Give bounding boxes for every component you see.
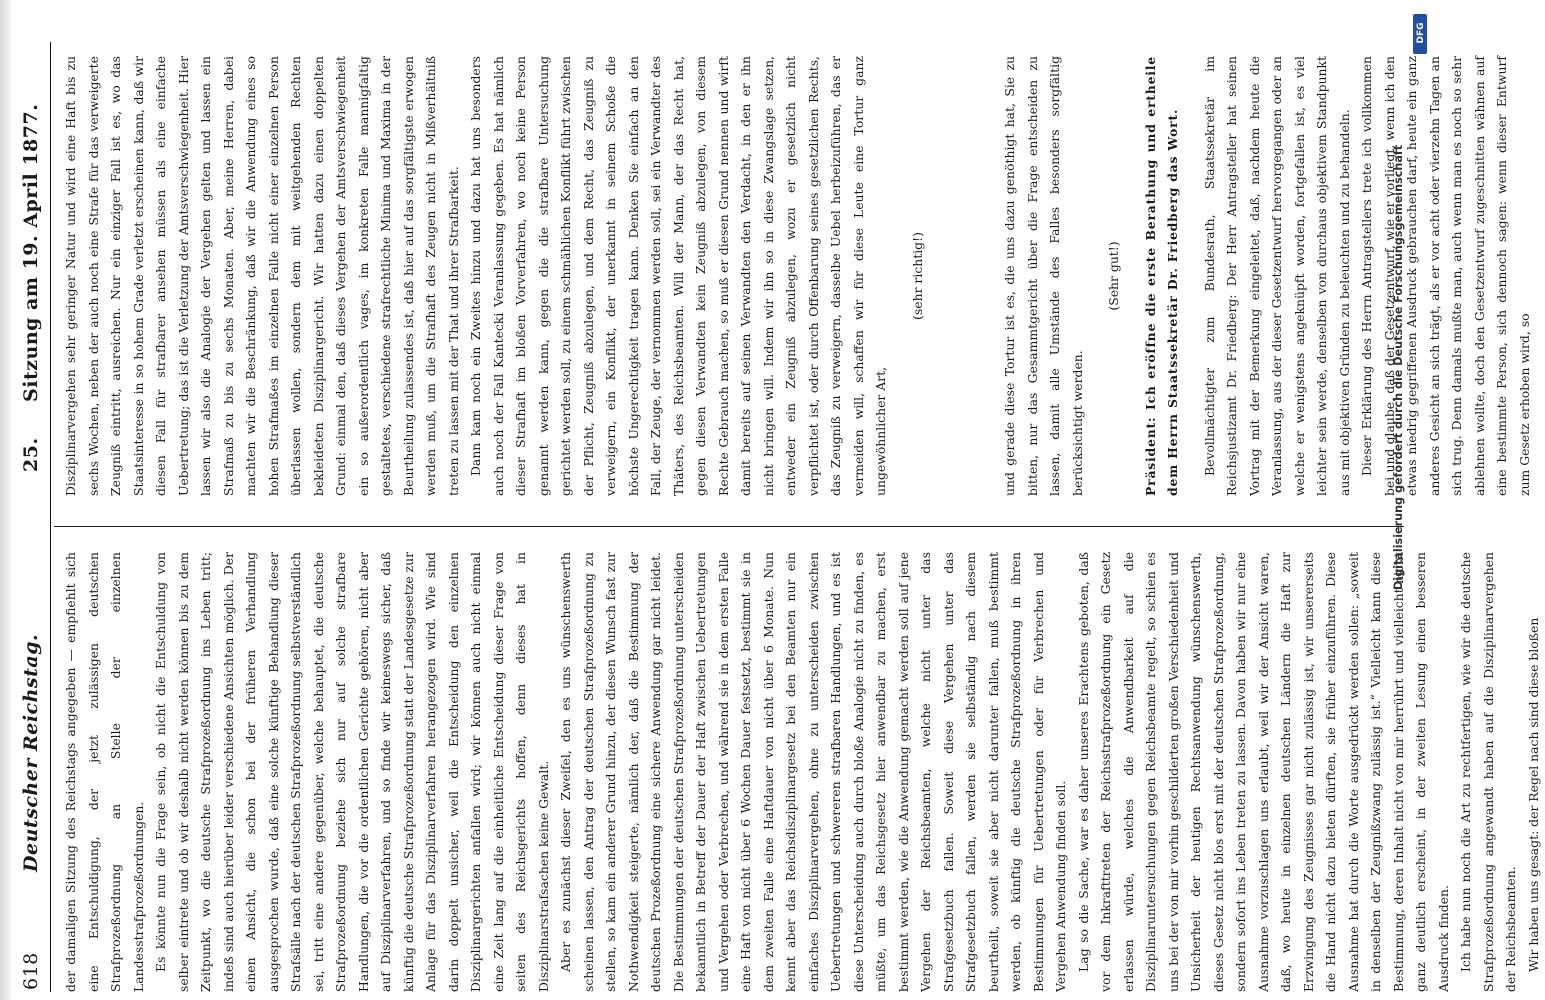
column-divider (54, 526, 1404, 527)
paragraph: Wir haben uns gesagt: der Regel nach sind diese bloßen (1525, 617, 1541, 972)
sitting-number: 25. (20, 437, 42, 472)
paragraph: und gerade diese Tortur ist es, die uns dazu genöthigt hat, Sie zu bitten, nur das Gesammtgericht über die Frage entscheiden zu lassen, damit alle Umstände des Falles besonders sorgfältig berücksichtigt werden. (1002, 56, 1085, 496)
newspaper-page (16, 42, 1541, 992)
paragraph: Aber es zunächst dieser Zweifel, den es uns wünschenswerth scheinen lassen, den Antrag der deutschen Strafprozeßordnung zu stellen, so kam ein anderer Grund hinzu, der diesen Wunsch fast zur Nothwendigkeit steigerte, nämlich der, daß die Bestimmung der deutschen Prozeßordnung eine sichere Anwendung gar nicht leidet. Die Bestimmungen der deutschen Strafprozeßordnung unterscheiden bekanntlich in Betreff der Dauer der Haft zwischen Uebertretungen und Vergehen oder Verbrechen, und während sie in dem ersten Falle eine Haft von nicht über 6 Wochen Dauer festsetzt, bestimmt sie in dem zweiten Falle eine Haftdauer von nicht über 6 Monate. Nun kennt aber das Reichsdisziplinargesetz bei den Beamten nur ein einfaches Disziplinarvergehen, ohne zu unterscheiden zwischen Uebertretungen und schwereren strafbaren Handlungen, und es ist diese Unterscheidung auch durch bloße Analogie nicht zu finden, es müßte, um das Reichsgesetz hier anwendbar zu machen, erst bestimmt werden, wie die Anwendung gemacht werden soll auf jene Vergehen der Reichsbeamten, welche nicht unter das Strafgesetzbuch fallen. Soweit diese Vergehen unter das Strafgesetzbuch fallen, werden sie selbständig nach diesem beurtheilt, soweit sie aber nicht darunter fallen, muß bestimmt werden, ob künftig die deutsche Strafprozeßordnung in ihren Bestimmungen für Uebertretungen oder für Verbrechen und Vergehen Anwendung finden soll. (558, 552, 1068, 992)
interjection: (sehr richtig!) (909, 232, 925, 320)
interjection: (Sehr gut!) (1106, 241, 1121, 311)
dfg-logo-icon (1413, 14, 1427, 54)
paragraph: Es könnte nun die Frage sein, ob nicht die Entschuldung von selber eintrete und ob wir deshalb nicht werden können bis zu dem Zeitpunkt, wo die deutsche Strafprozeßordnung ins Leben tritt; indeß sind auch hierüber leider verschiedene Ansichten möglich. Der einen Ansicht, die schon bei der früheren Verhandlung ausgesprochen wurde, daß eine solche künftige Behandlung dieser Strafsälle nach der deutschen Strafprozeßordnung selbstverständlich sei, tritt eine andere gegenüber, welche behauptet, die deutsche Strafprozeßordnung beziehe sich nur auf solche strafbare Handlungen, die vor die ordentlichen Gerichte gehören, nicht aber auf Disziplinarverfahren, und so finde wir keineswegs sicher, daß künftig die deutsche Strafprozeßordnung statt der Landesgesetze zur Anlage für das Disziplinarverfahren herangezogen wird. Wie sind darin doppelt unsicher, weil die Entscheidung den einzelnen Disziplinargerichten anfallen wird; wir können auch nicht einmal eine Zeit lang auf die einheitliche Entscheidung dieser Frage von seiten des Reichsgerichts hoffen, denn dieses hat in Disziplinarstrafsachen keine Gewalt. (153, 552, 551, 992)
publication-title: Deutscher Reichstag. (20, 633, 42, 872)
left-text-column (60, 552, 1541, 992)
paragraph: Dieser Erklärung des Herrn Antragstellers trete ich vollkommen bei und glaube, daß der Gesetzentwurf, wie er vorliegt, wenn ich den etwas niedrig gegriffenen Ausdruck gebrauchen darf, heute ein ganz anderes Gesicht an sich trägt, als er vor acht oder vierzehn Tagen an sich trug. Denn damals mußte man, auch wenn man es noch so sehr ablehnen wollte, doch den Gesetzentwurf zugeschnitten wähnen auf eine bestimmte Person, sich dennoch sagen: wenn dieser Entwurf zum Gesetz erhoben wird, so (1359, 56, 1532, 496)
paragraph: Ich habe nun noch die Art zu rechtfertigen, wie wir die deutsche Strafprozeßordnung angewandt haben auf die Disziplinarvergehen der Reichsbeamten. (1458, 552, 1518, 992)
digitization-credit: Digitalisierung gefördert durch die Deutsche Forschungsgemeinschaft (1392, 144, 1405, 590)
page-header (16, 42, 51, 992)
paragraph: Dann kam noch ein Zweites hinzu und dazu hat uns besonders auch noch der Fall Kantecki Veranlassung gegeben. Es hat nämlich dieser Strafhaft im bloßen Vorverfahren, wo noch keine Person genannt werden kann, gegen die die strafbare Untersuchung gerichtet werden soll, zu einem schmählichen Konflikt führt zwischen der Pflicht, Zeugniß abzulegen, und dem Recht, das Zeugniß zu verweigern, ein Konflikt, der unerkannt in seinem Schoße die höchste Ungerechtigkeit tragen kann. Denken Sie einfach an den Fall, der Zeuge, der vernommen werden soll, sei ein Verwandter des Thäters, des Reichsbeamten. Will der Mann, der das Recht hat, gegen diesen Verwandten kein Zeugniß abzulegen, von diesem Rechte Gebrauch machen, so muß er diesen Grund nennen und wirft damit bereits auf seinen Verwandten den Verdacht, in den er ihn nicht bringen will. Indem wir ihn so in diese Zwangslage setzen, entweder ein Zeugniß abzulegen, wozu er gesetzlich nicht verpflichtet ist, oder durch Offenbarung seines gesetzlichen Rechts, das Zeugniß zu verweigern, dasselbe Uebel herbeizuführen, das er vermeiden will, schaffen wir für diese Leute eine Tortur ganz ungewöhnlicher Art, (468, 56, 888, 496)
paragraph: Bevollmächtigter zum Bundesrath, Staatssekretär im Reichsjustizamt Dr. Friedberg: Der Herr Antragsteller hat seinen Vortrag mit der Bemerkung eingeleitet, daß, nachdem heute die Veranlassung, aus der dieser Gesetzentwurf hervorgegangen oder an welche er wenigstens angeknüpft worden, fortgefallen ist, es viel leichter sein werde, denselben von durchaus objektivem Standpunkt aus mit objektiven Gründen zu beleuchten und zu behandeln. (1201, 56, 1352, 496)
dfg-logo-text: DFG (1416, 22, 1426, 44)
paragraph: der damaligen Sitzung des Reichstags angegeben — empfiehlt sich eine Entschuldigung, der jetzt zulässigen deutschen Strafprozeßordnung an Stelle der einzelnen Landesstrafprozeßordnungen. (63, 552, 146, 992)
page-number: 618 (20, 952, 42, 990)
paragraph: Disziplinarvergehen sehr geringer Natur und wird eine Haft bis zu sechs Wochen, neben der auch noch eine Strafe für das verweigerte Zeugniß eintritt, ausreichen. Nur ein einziger Fall ist es, wo das Staatsinteresse in so hohem Grade verletzt erscheinen kann, daß wir diesen Fall für strafbarer ansehen müssen als eine einfache Uebertretung; das ist die Verletzung der Amtsverschwiegenheit. Hier lassen wir also die Analogie der Vergehen gelten und lassen ein Strafmaß zu bis zu sechs Monaten. Aber, meine Herren, dabei machten wir die Beschränkung, daß wir die Anwendung eines so hohen Strafmaßes im einzelnen Falle nicht einer einzelnen Person überlassen wollen, sondern dem mit weitgehenden Rechten bekleideten Disziplinargericht. Wir hatten dazu einen doppelten Grund: einmal den, daß dieses Vergehen der Amtsverschwiegenheit ein so außerordentlich vages, im konkreten Falle mannigfaltig gestaltetes, verschiedene strafrechtliche Minima und Maxima in der Beurtheilung zulassendes ist, daß hier auf das sorgfältigste erwogen werden muß, um die Strafhaft des Zeugen nicht in Mißverhältniß treten zu lassen mit der That und ihrer Strafbarkeit. (63, 56, 461, 496)
scan-edge (0, 0, 14, 1000)
paragraph: Lag so die Sache, war es daher unseres Erachtens geboten, daß vor dem Inkrafttreten der Reichsstrafprozeßordnung ein Gesetz erlassen würde, welches die Anwendbarkeit auf die Disziplinaruntersuchungen gegen Reichsbeamte regelt, so schien es uns bei der von mir vorhin geschilderten großen Verschiedenheit und Unsicherheit der heutigen Rechtsanwendung wünschenswerth, dieses Gesetz nicht blos erst mit der deutschen Strafprozeßordnung, sondern sofort ins Leben treten zu lassen. Davon haben wir nur eine Ausnahme vorzuschlagen uns erlaubt, weil wir der Ansicht waren, daß, wo heute in einzelnen deutschen Ländern die Haft zur Erzwingung des Zeugnisses gar nicht zulässig ist, wir unsererseits die Hand nicht dazu bieten dürften, sie früher einzuführen. Diese Ausnahme hat durch die Worte ausgedrückt werden sollen: „soweit in denselben der Zeugnißzwang zulässig ist.“ Vielleicht kann diese Bestimmung, deren Inhalt nicht von mir herrührt und vielleicht nicht ganz deutlich erscheint, in der zweiten Lesung einen besseren Ausdruck finden. (1075, 552, 1451, 992)
president-statement: Präsident: Ich eröffne die erste Berathung und ertheile dem Herrn Staatssekretär Dr. Friedberg das Wort. (1142, 56, 1180, 496)
sitting-date: Sitzung am 19. April 1877. (20, 103, 42, 402)
